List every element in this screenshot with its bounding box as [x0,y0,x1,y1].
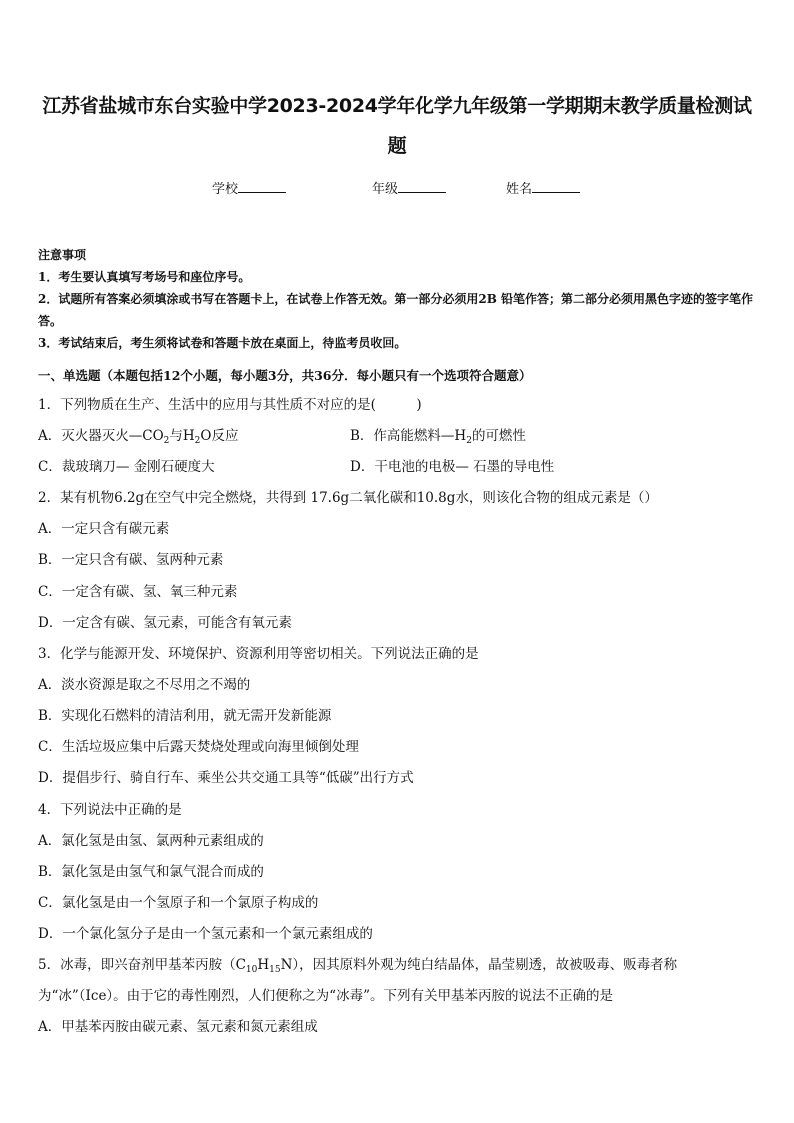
grade-field[interactable] [372,178,446,197]
question-4-option-b: B．氯化氢是由氢气和氯气混合而成的 [38,864,264,880]
question-1-option-d: D．干电池的电极— 石墨的导电性 [350,459,555,475]
school-field[interactable] [212,178,286,197]
notice-item-2: 2．试题所有答案必须填涂或书写在答题卡上，在试卷上作答无效。第一部分必须用2B 铅笔作答；第二部分必须用黑色字迹的签字笔作答。 [38,292,754,328]
section-heading: 一、单选题（本题包括12个小题，每小题3分，共36分．每小题只有一个选项符合题意） [38,368,532,383]
question-3-option-a: A．淡水资源是取之不尽用之不竭的 [38,677,251,693]
question-2-stem: 2．某有机物6.2g在空气中完全燃烧，共得到 17.6g二氧化碳和10.8g水，则该化合物的组成元素是（） [38,490,658,506]
student-info-row [0,178,794,202]
question-2-option-d: D．一定含有碳、氢元素，可能含有氧元素 [38,615,292,631]
question-5-option-a: A．甲基苯丙胺由碳元素、氢元素和氮元素组成 [38,1019,318,1035]
question-1-options-cd [38,457,762,477]
question-1-option-a: A．灭火器灭火$—CO_2$与$H_2O$反应 [38,428,239,446]
question-4-option-d: D．一个氯化氢分子是由一个氢元素和一个氯元素组成的 [38,926,373,942]
exam-title [40,86,754,166]
question-2-option-c: C．一定含有碳、氢、氧三种元素 [38,584,238,600]
question-3-option-b: B．实现化石燃料的清洁利用，就无需开发新能源 [38,708,332,724]
question-4-option-c: C．氯化氢是由一个氢原子和一个氯原子构成的 [38,895,319,911]
school-label: 学校 [212,182,239,197]
question-3-stem: 3．化学与能源开发、环境保护、资源利用等密切相关。下列说法正确的是 [38,646,479,662]
grade-label: 年级 [372,182,399,197]
school-blank[interactable] [238,178,286,193]
question-5-stem: 5．冰毒，即兴奋剂甲基苯丙胺$(C_{10}H_{15}N)$，因其原料外观为纯白结晶体，晶莹剔透，故被吸毒、贩毒者称为“冰”（Ice）。由于它的毒性刚烈，人们便称之为“冰毒”。下列有关甲基苯丙胺的说法不正确的是 [38,957,678,1004]
question-2-option-b: B．一定只含有碳、氢两种元素 [38,552,224,568]
question-4-option-a: A．氯化氢是由氢、氯两种元素组成的 [38,833,264,849]
question-1-option-b: B．作高能燃料$—H_2$的可燃性 [350,428,526,446]
name-field[interactable] [506,178,580,197]
notice-heading: 注意事项 [38,248,87,262]
question-3-option-d: D．提倡步行、骑自行车、乘坐公共交通工具等“低碳”出行方式 [38,770,414,786]
notice-section [38,244,762,354]
question-1-options-ab [38,426,762,446]
grade-blank[interactable] [398,178,446,193]
notice-item-3: 3．考试结束后，考生须将试卷和答题卡放在桌面上，待监考员收回。 [38,336,407,350]
question-3-option-c: C．生活垃圾应集中后露天焚烧处理或向海里倾倒处理 [38,739,359,755]
name-blank[interactable] [532,178,580,193]
name-label: 姓名 [506,182,533,197]
notice-item-1: 1．考生要认真填写考场号和座位序号。 [38,270,251,284]
question-1-stem: 1．下列物质在生产、生活中的应用与其性质不对应的是( ) [38,397,422,413]
question-4-stem: 4．下列说法中正确的是 [38,802,182,818]
title-line-1: 江苏省盐城市东台实验中学2023-2024学年化学九年级第一学期期末教学质量检测试 [42,95,752,117]
question-2-option-a: A．一定只含有碳元素 [38,521,170,537]
title-line-2: 题 [387,135,407,157]
question-1-option-c: C．裁玻璃刀— 金刚石硬度大 [38,459,215,475]
